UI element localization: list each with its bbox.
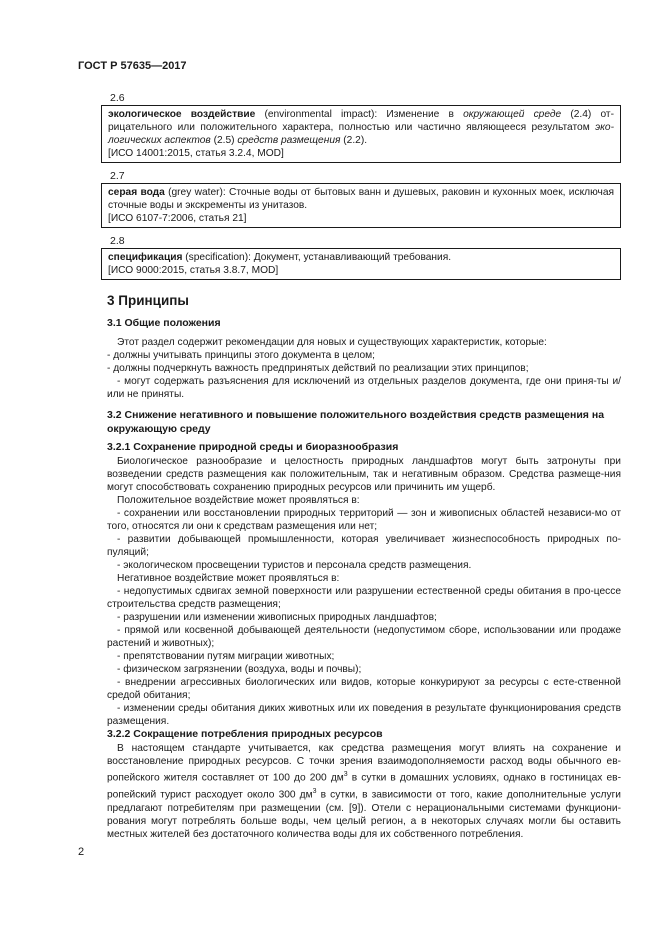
term-text: (2.5) [210, 135, 238, 146]
term-box-specification [101, 248, 621, 280]
list-item: - физическом загрязнении (воздуха, воды и почвы); [117, 664, 362, 675]
paragraph [107, 742, 621, 841]
term-source: [ИСО 9000:2015, статья 3.8.7, MOD] [108, 265, 279, 276]
term-reference: логических аспектов [108, 135, 211, 146]
term-text: (grey water): Сточные воды от бытовых ванн и душевых, раковин и кухонных моек, исключая сточные воды и экскременты из унитазов. [108, 187, 614, 211]
paragraph: Этот раздел содержит рекомендации для новых и существующих характеристик, которые: [117, 337, 547, 348]
term-reference: окружающей среде [463, 109, 562, 120]
subsection-title: 3.2 Снижение негативного и повышение положительного воздействия средств размещения на окружающую среду [107, 409, 605, 435]
term-reference: эко- [595, 122, 614, 133]
page-number: 2 [78, 846, 85, 858]
list-item: - разрушении или изменении живописных природных ландшафтов; [117, 612, 437, 623]
list-item: - сохранении или восстановлении природных территорий — зон и живописных областей независи-мо от того, относятся ли они к средствам размещения или нет; [107, 508, 621, 533]
term-number: 2.8 [110, 235, 125, 247]
term-text: (2.4) от- [561, 109, 614, 120]
term-text: (environmental impact): Изменение в [255, 109, 464, 120]
term-name: серая вода [108, 187, 165, 198]
list-item: - препятствовании путям миграции животных; [117, 651, 335, 662]
term-number: 2.6 [110, 92, 125, 104]
term-box-environmental-impact [101, 105, 621, 163]
paragraph: Негативное воздействие может проявляться в: [117, 573, 340, 584]
paragraph-text: в сутки в домашних условиях, однако в гостиницах ев-ропейский турист расходует около 300 дм [107, 772, 621, 801]
list-item: - изменении среды обитания диких животных или их поведения в результате функционирования средств размещения. [107, 703, 621, 728]
paragraph-text: в сутки, в зависимости от того, какие дополнительные услуги предлагают потребителям при размещении (см. [9]). Отели с нерациональными системами функциони-рования могут потреблять больше воды, чем целый регион, а в некоторых случаях могли бы оставить местных жителей без достаточного количества воды для их собственного потребления. [107, 789, 621, 840]
document-code: ГОСТ Р 57635—2017 [78, 60, 187, 72]
list-item: - прямой или косвенной добывающей деятельности (недопустимом сборе, использовании или продаже растений и животных); [107, 625, 621, 650]
section-title: 3 Принципы [107, 293, 189, 308]
term-text: (2.2). [340, 135, 368, 146]
term-text: рицательного или положительного характера, полностью или частично являющееся результатом [108, 122, 596, 133]
paragraph: Биологическое разнообразие и целостность природных ландшафтов могут быть затронуты при возведении средств размещения как положительным, так и негативным образом. Средства размеще-ния могут способствовать сохранению природных ресурсов или причинить им ущерб. [107, 456, 621, 494]
subsection-title: 3.2.1 Сохранение природной среды и биоразнообразия [107, 441, 399, 453]
superscript: 3 [312, 788, 317, 795]
paragraph: Положительное воздействие может проявляться в: [117, 495, 360, 506]
list-item: - могут содержать разъяснения для исключений из отдельных разделов документа, где они приня-ты и/или не приняты. [107, 376, 621, 401]
list-item: - недопустимых сдвигах земной поверхности или разрушении естественной среды обитания в про-цессе строительства средств размещения; [107, 586, 621, 611]
term-number: 2.7 [110, 170, 125, 182]
term-name: экологическое воздействие [108, 109, 256, 120]
paragraph-text: В настоящем стандарте учитывается, как средства размещения могут влиять на сохранение и восстановление природных ресурсов. С точки зрения взаимодополняемости расход воды обычного ев-ропейского жителя составляет от 100 до 200 дм [107, 743, 621, 784]
subsection-title: 3.2.2 Сокращение потребления природных ресурсов [107, 728, 383, 740]
term-source: [ИСО 6107-7:2006, статья 21] [108, 213, 247, 224]
list-item: - внедрении агрессивных биологических или видов, которые конкурируют за ресурсы с есте-ственной средой обитания; [107, 677, 621, 702]
list-item: - развитии добывающей промышленности, которая увеличивает жизнеспособность природных по-пуляций; [107, 534, 621, 559]
term-reference: средств размещения [237, 135, 341, 146]
term-text: (specification): Документ, устанавливающий требования. [182, 252, 452, 263]
term-source: [ИСО 14001:2015, статья 3.2.4, MOD] [108, 148, 284, 159]
list-item: - должны подчеркнуть важность предпринятых действий по реализации этих принципов; [107, 363, 529, 374]
list-item: - должны учитывать принципы этого документа в целом; [107, 350, 375, 361]
term-box-grey-water [101, 183, 621, 228]
superscript: 3 [343, 771, 348, 779]
subsection-title: 3.1 Общие положения [107, 317, 221, 329]
list-item: - экологическом просвещении туристов и персонала средств размещения. [117, 560, 472, 571]
term-name: спецификация [108, 252, 183, 263]
